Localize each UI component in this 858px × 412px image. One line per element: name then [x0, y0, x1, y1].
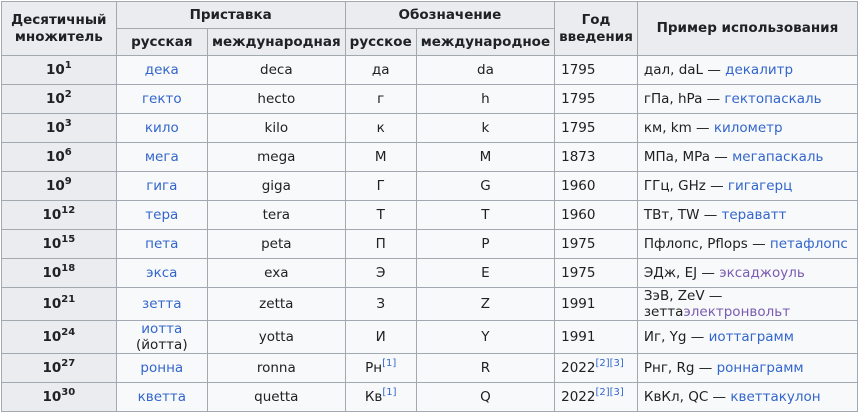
multiplier-cell: [2, 56, 117, 85]
table-row: [2, 230, 858, 259]
reference-link[interactable]: [2][3]: [595, 387, 624, 398]
header-prefix: Приставка: [116, 2, 345, 29]
table-row: [2, 172, 858, 201]
symbol-intl-cell: R: [416, 354, 554, 383]
symbol-ru-cell: [345, 288, 416, 321]
header-multiplier: Десятичный множитель: [2, 2, 117, 56]
year-cell: [555, 85, 638, 114]
example-link[interactable]: эксаджоуль: [719, 265, 805, 281]
reference-link[interactable]: [1]: [382, 387, 397, 398]
symbol-ru-cell: [345, 259, 416, 288]
multiplier-exponent: 24: [61, 326, 76, 338]
multiplier-exponent: 12: [61, 204, 76, 216]
prefix-intl-cell: tera: [207, 201, 345, 230]
example-text: ЭДж, EJ —: [643, 265, 720, 281]
example-link[interactable]: километр: [713, 120, 783, 136]
year-cell: [555, 172, 638, 201]
prefix-ru-link[interactable]: иотта: [141, 321, 183, 337]
table-row: [2, 201, 858, 230]
example-text: гПа, hPa —: [643, 91, 725, 107]
year-value: 1991: [561, 329, 596, 345]
multiplier-cell: [2, 114, 117, 143]
multiplier-exponent: 30: [61, 386, 76, 398]
year-value: 1795: [561, 120, 596, 136]
header-prefix-ru: русская: [116, 29, 207, 56]
symbol-ru-cell: [345, 114, 416, 143]
multiplier-cell: [2, 288, 117, 321]
example-text: Рнг, Rg —: [643, 360, 717, 376]
prefix-intl-cell: giga: [207, 172, 345, 201]
example-cell: [637, 114, 857, 143]
year-cell: [555, 288, 638, 321]
symbol-ru-cell: [345, 354, 416, 383]
multiplier-exponent: 6: [64, 146, 72, 158]
table-row: [2, 114, 858, 143]
prefix-ru-link[interactable]: кило: [144, 120, 179, 136]
example-link[interactable]: кветтакулон: [730, 389, 821, 405]
prefix-ru-cell: [116, 383, 207, 412]
example-cell: [637, 143, 857, 172]
prefix-ru-cell: [116, 321, 207, 354]
example-cell: [637, 354, 857, 383]
year-cell: [555, 114, 638, 143]
prefix-ru-cell: [116, 85, 207, 114]
example-text: ГГц, GHz —: [643, 178, 728, 194]
prefix-intl-cell: hecto: [207, 85, 345, 114]
multiplier-base: 10: [45, 90, 65, 107]
example-text: ЗэВ, ZeV — зетта: [643, 288, 723, 320]
symbol-intl-cell: k: [416, 114, 554, 143]
prefix-ru-cell: [116, 56, 207, 85]
prefix-ru-cell: [116, 288, 207, 321]
prefix-ru-cell: [116, 114, 207, 143]
table-row: [2, 259, 858, 288]
year-value: 1960: [561, 178, 596, 194]
multiplier-base: 10: [42, 235, 62, 252]
multiplier-cell: [2, 172, 117, 201]
symbol-ru-cell: [345, 201, 416, 230]
year-cell: [555, 201, 638, 230]
prefix-intl-cell: mega: [207, 143, 345, 172]
symbol-ru: И: [375, 329, 386, 345]
example-link[interactable]: гектопаскаль: [724, 91, 822, 107]
example-text: Пфлопс, Pflops —: [643, 236, 770, 252]
multiplier-base: 10: [42, 206, 62, 223]
prefix-ru-cell: [116, 230, 207, 259]
prefix-intl-cell: yotta: [207, 321, 345, 354]
example-cell: [637, 288, 857, 321]
reference-link[interactable]: [1]: [382, 358, 397, 369]
header-symbol: Обозначение: [345, 2, 554, 29]
prefix-ru-link[interactable]: дека: [144, 62, 179, 78]
symbol-ru: З: [376, 296, 386, 312]
example-cell: [637, 230, 857, 259]
multiplier-base: 10: [42, 264, 62, 281]
year-value: 1795: [561, 62, 596, 78]
multiplier-base: 10: [42, 295, 62, 312]
example-text: МПа, MPa —: [643, 149, 733, 165]
year-cell: [555, 259, 638, 288]
multiplier-cell: [2, 201, 117, 230]
example-cell: [637, 383, 857, 412]
multiplier-exponent: 15: [61, 233, 76, 245]
year-value: 2022: [561, 389, 596, 405]
multiplier-cell: [2, 259, 117, 288]
prefix-intl-cell: kilo: [207, 114, 345, 143]
multiplier-exponent: 3: [64, 117, 72, 129]
year-value: 1975: [561, 265, 596, 281]
symbol-intl-cell: P: [416, 230, 554, 259]
prefix-ru-link[interactable]: гекто: [141, 91, 182, 107]
header-year: Год введения: [555, 2, 638, 56]
prefix-intl-cell: zetta: [207, 288, 345, 321]
year-value: 2022: [561, 360, 596, 376]
symbol-intl-cell: G: [416, 172, 554, 201]
symbol-ru-cell: [345, 383, 416, 412]
example-link[interactable]: декалитр: [725, 62, 794, 78]
symbol-ru: Т: [376, 207, 385, 223]
year-value: 1795: [561, 91, 596, 107]
multiplier-base: 10: [45, 148, 65, 165]
symbol-ru-cell: [345, 230, 416, 259]
symbol-intl-cell: E: [416, 259, 554, 288]
symbol-ru-cell: [345, 321, 416, 354]
year-value: 1975: [561, 236, 596, 252]
multiplier-exponent: 1: [64, 59, 72, 71]
multiplier-base: 10: [45, 61, 65, 78]
symbol-intl-cell: Y: [416, 321, 554, 354]
table-row: [2, 288, 858, 321]
prefix-ru-link[interactable]: мега: [144, 149, 179, 165]
prefix-ru-cell: [116, 201, 207, 230]
symbol-ru-cell: [345, 56, 416, 85]
year-cell: [555, 143, 638, 172]
multiplier-base: 10: [42, 388, 62, 405]
multiplier-base: 10: [42, 359, 62, 376]
example-cell: [637, 321, 857, 354]
si-prefix-table: [1, 1, 858, 412]
year-value: 1991: [561, 296, 596, 312]
year-cell: [555, 354, 638, 383]
table-row: [2, 143, 858, 172]
prefix-ru-link[interactable]: зетта: [142, 296, 182, 312]
example-link[interactable]: тераватт: [721, 207, 787, 223]
header-example: Пример использования: [637, 2, 857, 56]
symbol-intl-cell: Z: [416, 288, 554, 321]
table-row: [2, 85, 858, 114]
symbol-intl-cell: h: [416, 85, 554, 114]
symbol-ru: М: [374, 149, 387, 165]
reference-link[interactable]: [2][3]: [595, 358, 624, 369]
example-cell: [637, 56, 857, 85]
example-cell: [637, 85, 857, 114]
multiplier-exponent: 21: [61, 293, 76, 305]
example-cell: [637, 172, 857, 201]
prefix-ru-link[interactable]: тера: [145, 207, 179, 223]
prefix-intl-cell: exa: [207, 259, 345, 288]
symbol-intl-cell: da: [416, 56, 554, 85]
example-cell: [637, 259, 857, 288]
prefix-intl-cell: ronna: [207, 354, 345, 383]
symbol-intl-cell: T: [416, 201, 554, 230]
multiplier-exponent: 9: [64, 175, 72, 187]
example-link[interactable]: гигагерц: [727, 178, 793, 194]
table-row: [2, 56, 858, 85]
symbol-ru-cell: [345, 143, 416, 172]
multiplier-cell: [2, 321, 117, 354]
multiplier-cell: [2, 230, 117, 259]
example-link[interactable]: иоттаграмм: [708, 329, 794, 345]
prefix-ru-link[interactable]: пета: [145, 236, 179, 252]
symbol-ru: Э: [375, 265, 386, 281]
multiplier-cell: [2, 383, 117, 412]
prefix-ru-link[interactable]: кветта: [137, 389, 187, 405]
example-text: КвКл, QC —: [643, 389, 731, 405]
example-text: дал, daL —: [643, 62, 726, 78]
prefix-intl-cell: quetta: [207, 383, 345, 412]
symbol-ru-cell: [345, 172, 416, 201]
symbol-ru: Кв: [364, 389, 383, 405]
example-link[interactable]: мегапаскаль: [732, 149, 824, 165]
year-cell: [555, 230, 638, 259]
year-value: 1873: [561, 149, 596, 165]
prefix-ru-extra: (йотта): [136, 337, 188, 353]
year-cell: [555, 321, 638, 354]
example-link[interactable]: роннаграмм: [716, 360, 804, 376]
example-link[interactable]: петафлопс: [769, 236, 848, 252]
prefix-ru-cell: [116, 172, 207, 201]
example-text: ТВт, TW —: [643, 207, 722, 223]
multiplier-base: 10: [45, 177, 65, 194]
multiplier-exponent: 18: [61, 262, 76, 274]
prefix-ru-cell: [116, 259, 207, 288]
table-row: [2, 354, 858, 383]
year-cell: [555, 383, 638, 412]
multiplier-cell: [2, 354, 117, 383]
multiplier-exponent: 27: [61, 357, 76, 369]
header-symbol-ru: русское: [345, 29, 416, 56]
example-text: Иг, Yg —: [643, 329, 709, 345]
symbol-ru: Рн: [365, 360, 383, 376]
multiplier-base: 10: [45, 119, 65, 136]
symbol-intl-cell: M: [416, 143, 554, 172]
symbol-ru: П: [375, 236, 386, 252]
header-symbol-intl: международное: [416, 29, 554, 56]
header-prefix-intl: международная: [207, 29, 345, 56]
symbol-ru-cell: [345, 85, 416, 114]
symbol-ru: да: [371, 62, 390, 78]
prefix-intl-cell: deca: [207, 56, 345, 85]
symbol-ru: г: [377, 91, 385, 107]
prefix-ru-link[interactable]: гига: [146, 178, 178, 194]
prefix-intl-cell: peta: [207, 230, 345, 259]
example-cell: [637, 201, 857, 230]
symbol-ru: к: [376, 120, 385, 136]
multiplier-exponent: 2: [64, 88, 72, 100]
example-text: км, km —: [643, 120, 714, 136]
year-cell: [555, 56, 638, 85]
prefix-ru-link[interactable]: экса: [146, 265, 178, 281]
multiplier-cell: [2, 85, 117, 114]
example-link[interactable]: электронвольт: [683, 304, 791, 320]
table-row: [2, 383, 858, 412]
symbol-intl-cell: Q: [416, 383, 554, 412]
prefix-ru-cell: [116, 143, 207, 172]
year-value: 1960: [561, 207, 596, 223]
multiplier-base: 10: [42, 328, 62, 345]
table-row: [2, 321, 858, 354]
symbol-ru: Г: [376, 178, 385, 194]
prefix-ru-cell: [116, 354, 207, 383]
multiplier-cell: [2, 143, 117, 172]
prefix-ru-link[interactable]: ронна: [140, 360, 184, 376]
